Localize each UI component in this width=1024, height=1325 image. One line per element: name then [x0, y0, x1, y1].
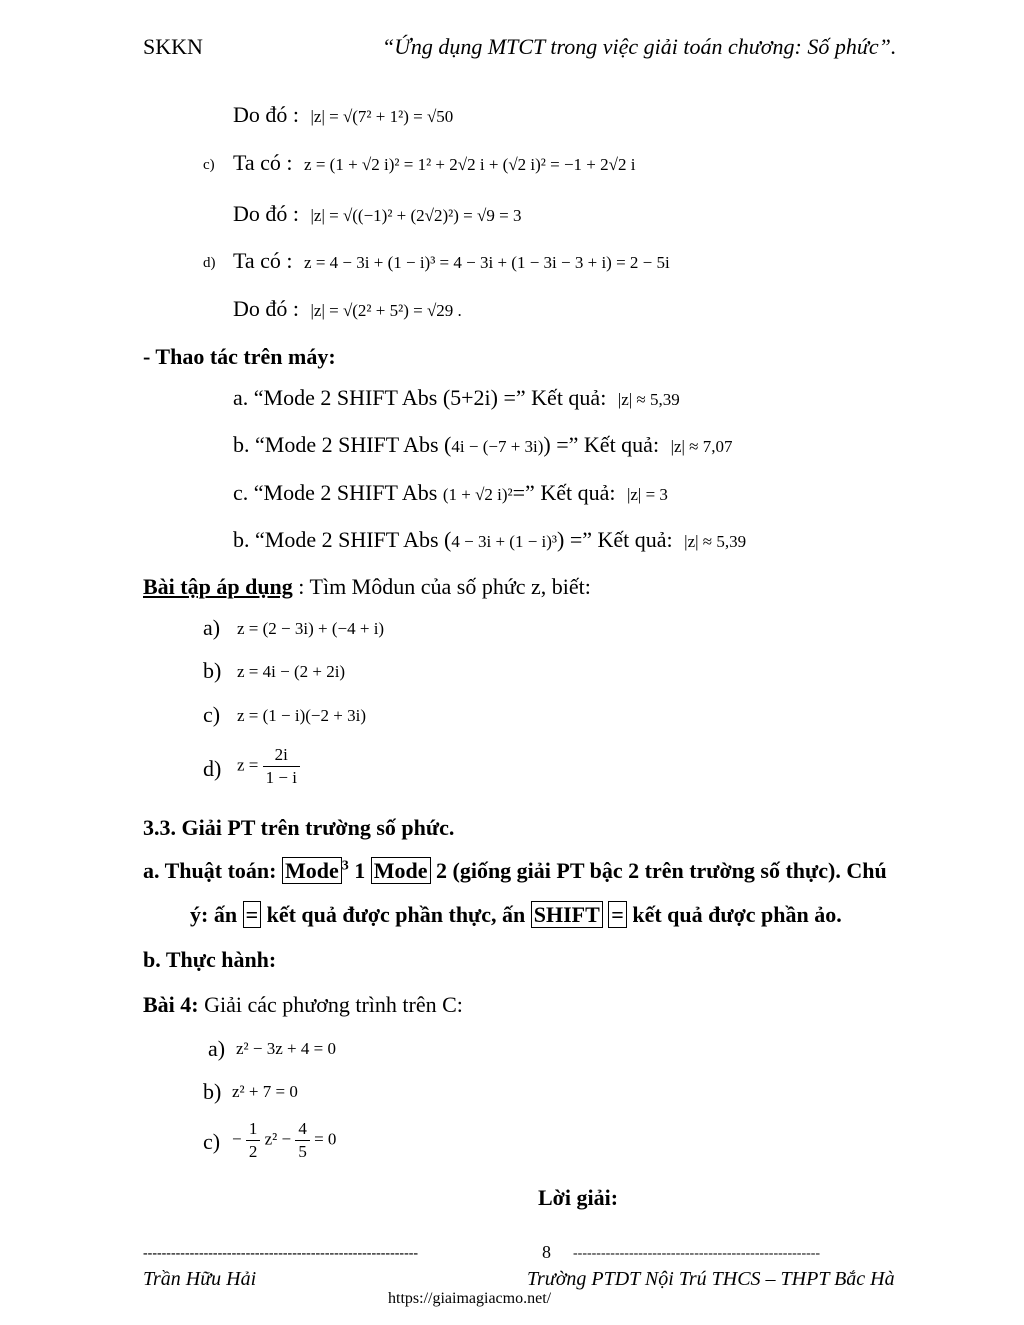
- ops-c: [233, 480, 668, 506]
- line-5-math: |z| = √(2² + 5²) = √29 .: [310, 301, 462, 320]
- exercise-a-math: z = (2 − 3i) + (−4 + i): [237, 619, 385, 638]
- ops-b-text-post: ) =” Kết quả:: [543, 432, 660, 457]
- algorithm-line-2: [190, 902, 842, 928]
- superscript-3: 3: [341, 858, 349, 874]
- line-4-label: d): [203, 255, 216, 271]
- problem-4-line: [143, 992, 463, 1018]
- ops-c-text-post: =” Kết quả:: [512, 480, 616, 505]
- ops-c-text-pre: c. “Mode 2 SHIFT Abs: [233, 480, 438, 505]
- ops-heading: - Thao tác trên máy:: [143, 344, 336, 369]
- footer-dashes-right: -----------------------------------------------------: [573, 1246, 821, 1261]
- problem-4-c-label: c): [203, 1129, 221, 1154]
- solution-heading: Lời giải:: [538, 1185, 619, 1210]
- exercise-d-denominator: 1 − i: [265, 768, 297, 787]
- line-2: [233, 150, 635, 176]
- line-3-text: Do đó :: [233, 201, 299, 226]
- ops-c-result: |z| = 3: [626, 485, 668, 504]
- line-5-text: Do đó :: [233, 296, 299, 321]
- algorithm-mid-2: 2 (giống giải PT bậc 2 trên trường số thực). Chú: [430, 858, 887, 883]
- footer-dashes-left: -----------------------------------------------------------: [143, 1246, 419, 1261]
- exercise-c-math: z = (1 − i)(−2 + 3i): [237, 706, 366, 725]
- ops-a-text: a. “Mode 2 SHIFT Abs (5+2i) =” Kết quả:: [233, 385, 607, 410]
- line-1: [233, 102, 453, 128]
- key-equals: =: [243, 901, 262, 928]
- line-1-text: Do đó :: [233, 102, 299, 127]
- line-3: [233, 201, 521, 227]
- problem-4-c-denominator-2: 5: [298, 1142, 307, 1161]
- ops-d: [233, 527, 746, 553]
- exercise-rest: : Tìm Môdun của số phức z, biết:: [292, 574, 591, 599]
- problem-4-c-numerator-2: 4: [295, 1118, 310, 1141]
- ops-d-result: |z| ≈ 5,39: [684, 532, 747, 551]
- ops-b-text-pre: b. “Mode 2 SHIFT Abs (: [233, 432, 452, 457]
- ops-a: [233, 385, 680, 411]
- line-2-math: z = (1 + √2 i)² = 1² + 2√2 i + (√2 i)² = −1 + 2√2 i: [304, 155, 636, 174]
- ops-d-math: 4 − 3i + (1 − i)³: [451, 532, 558, 551]
- exercise-d-numerator: 2i: [263, 744, 300, 767]
- exercise-d-lhs: z =: [237, 755, 259, 775]
- problem-4-c-math: [232, 1118, 336, 1163]
- header-left: SKKN: [143, 34, 203, 59]
- algorithm-mid-1: 1: [348, 858, 371, 883]
- footer-school: Trường PTDT Nội Trú THCS – THPT Bắc Hà: [527, 1268, 895, 1290]
- line-2-text: Ta có :: [233, 150, 293, 175]
- problem-4-a-label: a): [208, 1036, 226, 1061]
- problem-4-title: Bài 4:: [143, 992, 199, 1017]
- key-shift: SHIFT: [531, 901, 603, 928]
- algorithm-l2-lead: ý: ấn: [190, 902, 238, 927]
- algorithm-lead: a. Thuật toán:: [143, 858, 277, 883]
- ops-d-text-pre: b. “Mode 2 SHIFT Abs (: [233, 527, 452, 552]
- exercise-c-label: c): [203, 702, 221, 727]
- line-1-math: |z| = √(7² + 1²) = √50: [310, 107, 454, 126]
- exercise-d-math: [237, 744, 300, 789]
- problem-4-b-label: b): [203, 1079, 222, 1104]
- line-3-math: |z| = √((−1)² + (2√2)²) = √9 = 3: [310, 206, 522, 225]
- algorithm-l2-end: kết quả được phần ảo.: [626, 902, 842, 927]
- exercise-line: [143, 574, 591, 600]
- problem-4-c-minus: −: [232, 1129, 242, 1149]
- exercise-title: Bài tập áp dụng: [143, 574, 293, 599]
- key-equals-2: =: [608, 901, 627, 928]
- problem-4-c-mid: z² −: [264, 1129, 292, 1149]
- ops-a-result: |z| ≈ 5,39: [617, 390, 680, 409]
- ops-c-math: (1 + √2 i)²: [442, 485, 513, 504]
- page-number: 8: [542, 1242, 551, 1262]
- key-mode-2: Mode: [371, 857, 431, 884]
- problem-4-rest: Giải các phương trình trên C:: [198, 992, 463, 1017]
- exercise-b-math: z = 4i − (2 + 2i): [237, 662, 346, 681]
- line-4: [233, 248, 670, 274]
- key-mode: Mode: [282, 857, 342, 884]
- ops-b: [233, 432, 733, 458]
- line-4-text: Ta có :: [233, 248, 293, 273]
- line-5: [233, 296, 462, 322]
- exercise-d-fraction: [263, 744, 300, 789]
- problem-4-c-fraction-1: [246, 1118, 261, 1163]
- algorithm-l2-mid: kết quả được phần thực, ấn: [261, 902, 531, 927]
- exercise-d-label: d): [203, 756, 222, 781]
- problem-4-b-math: z² + 7 = 0: [232, 1082, 298, 1101]
- ops-b-result: |z| ≈ 7,07: [670, 437, 733, 456]
- line-2-label: c): [203, 157, 215, 173]
- problem-4-c-end: = 0: [314, 1129, 337, 1149]
- exercise-a-label: a): [203, 615, 221, 640]
- problem-4-c-denominator-1: 2: [248, 1142, 258, 1161]
- footer-author: Trần Hữu Hải: [143, 1268, 257, 1290]
- ops-b-math: 4i − (−7 + 3i): [451, 437, 544, 456]
- ops-d-text-post: ) =” Kết quả:: [557, 527, 673, 552]
- problem-4-c-fraction-2: [295, 1118, 310, 1163]
- exercise-b-label: b): [203, 658, 222, 683]
- line-4-math: z = 4 − 3i + (1 − i)³ = 4 − 3i + (1 − 3i − 3 + i) = 2 − 5i: [304, 253, 670, 272]
- problem-4-a-math: z² − 3z + 4 = 0: [236, 1039, 336, 1058]
- practice-heading: b. Thực hành:: [143, 947, 277, 972]
- footer-url[interactable]: https://giaimagiacmo.net/: [388, 1290, 552, 1307]
- problem-4-c-numerator-1: 1: [246, 1118, 261, 1141]
- section-title: 3.3. Giải PT trên trường số phức.: [143, 815, 455, 840]
- algorithm-line-1: [143, 858, 887, 884]
- header-right: “Ứng dụng MTCT trong việc giải toán chương: Số phức”.: [382, 34, 897, 59]
